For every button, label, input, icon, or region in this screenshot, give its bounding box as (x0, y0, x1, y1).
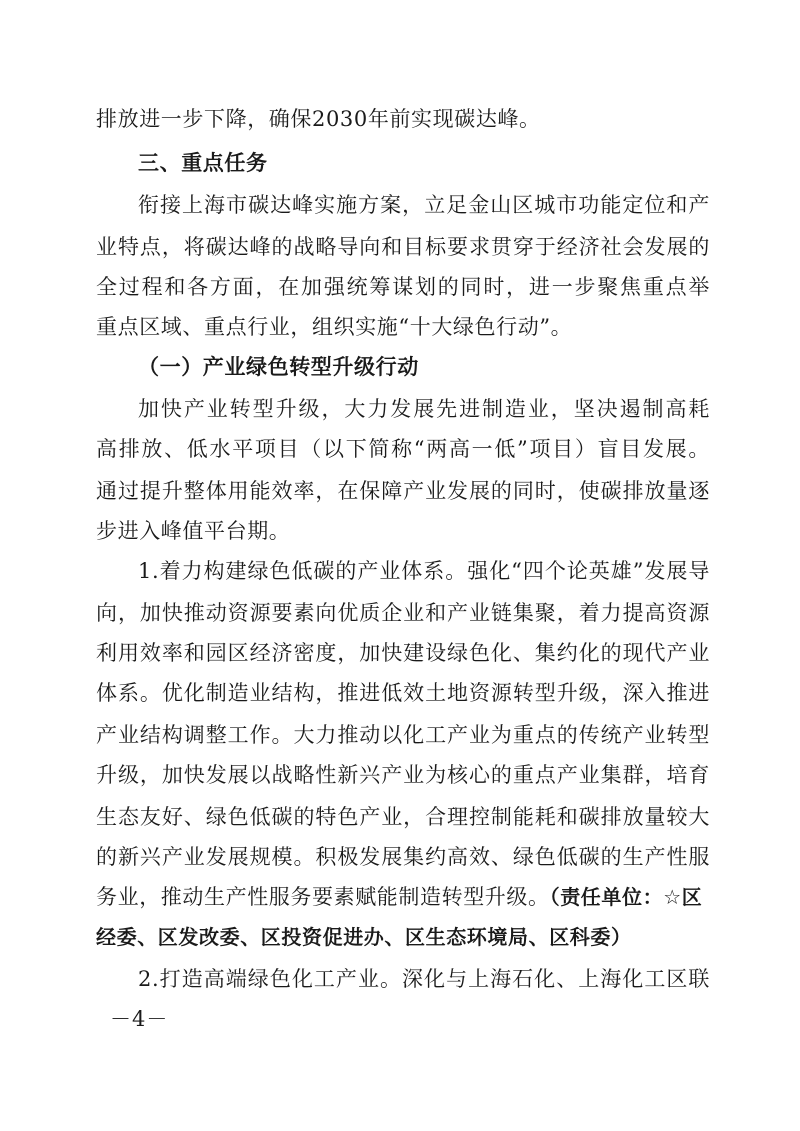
body-line: 步进入峰值平台期。 (96, 519, 291, 543)
body-line: 产业结构调整工作。大力推动以化工产业为重点的传统产业转型 (96, 723, 710, 747)
responsible-units-label: （责任单位：☆区 (549, 885, 703, 909)
body-line: 2.打造高端绿色化工产业。深化与上海石化、上海化工区联 (138, 967, 710, 991)
body-line-text: 务业，推动生产性服务要素赋能制造转型升级。 (96, 885, 550, 909)
body-line-mixed (96, 881, 710, 913)
section-heading: 三、重点任务 (138, 151, 268, 175)
body-line: 全过程和各方面，在加强统筹谋划的同时，进一步聚焦重点举 (96, 275, 710, 299)
subsection-heading: （一）产业绿色转型升级行动 (138, 354, 419, 379)
responsible-units-line: 经委、区发改委、区投资促进办、区生态环境局、区科委） (96, 925, 632, 949)
body-line: 生态友好、绿色低碳的特色产业，合理控制能耗和碳排放量较大 (96, 805, 710, 829)
body-line: 业特点，将碳达峰的战略导向和目标要求贯穿于经济社会发展的 (96, 235, 710, 259)
body-line: 衔接上海市碳达峰实施方案，立足金山区城市功能定位和产 (138, 193, 710, 217)
body-line: 排放进一步下降，确保2030年前实现碳达峰。 (96, 107, 541, 131)
body-line: 高排放、低水平项目（以下简称“两高一低”项目）盲目发展。 (96, 437, 710, 461)
page-number: －4－ (110, 1007, 169, 1031)
body-line: 加快产业转型升级，大力发展先进制造业，坚决遏制高耗 (138, 397, 710, 421)
body-line: 通过提升整体用能效率，在保障产业发展的同时，使碳排放量逐 (96, 479, 710, 503)
body-line: 1.着力构建绿色低碳的产业体系。强化“四个论英雄”发展导 (138, 559, 710, 583)
body-line: 体系。优化制造业结构，推进低效土地资源转型升级，深入推进 (96, 681, 710, 705)
body-line: 向，加快推动资源要素向优质企业和产业链集聚，着力提高资源 (96, 601, 710, 625)
body-line: 利用效率和园区经济密度，加快建设绿色化、集约化的现代产业 (96, 641, 710, 665)
body-line: 的新兴产业发展规模。积极发展集约高效、绿色低碳的生产性服 (96, 845, 710, 869)
body-line: 重点区域、重点行业，组织实施“十大绿色行动”。 (96, 315, 573, 339)
body-line: 升级，加快发展以战略性新兴产业为核心的重点产业集群，培育 (96, 763, 710, 787)
